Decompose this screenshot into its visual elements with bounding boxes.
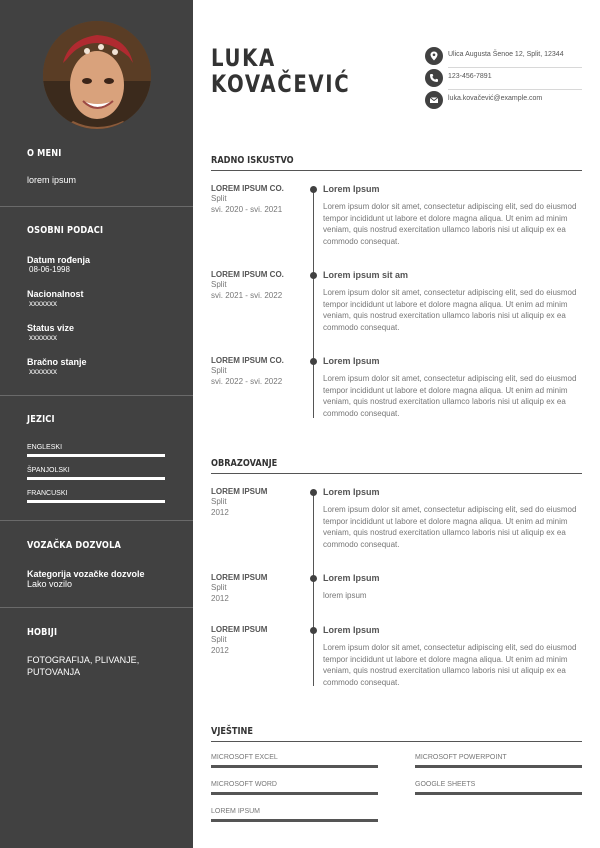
- driving-label: Kategorija vozačke dozvole: [27, 569, 145, 579]
- driving-value: Lako vozilo: [27, 579, 73, 589]
- personal-value: xxxxxxx: [29, 299, 57, 308]
- driving-item: [27, 569, 167, 589]
- entry-title: Lorem Ipsum: [323, 356, 380, 366]
- section-rule: [211, 170, 582, 171]
- entry-org: LOREM IPSUM: [211, 487, 268, 496]
- skill-name: GOOGLE SHEETS: [415, 781, 476, 788]
- entry-description: Lorem ipsum dolor sit amet, consectetur adipiscing elit, sed do eiusmod tempor incididunt ut labore et dolore magna aliqua. Ut enim ad minim veniam, quis nostrud exercitation ullamco laboris nisi ut aliquip ex ea commodo consequat.: [323, 505, 577, 549]
- entry-year: 2012: [211, 508, 229, 517]
- entry-org: LOREM IPSUM CO.: [211, 356, 284, 365]
- timeline-dot: [310, 627, 317, 634]
- entry-meta: [211, 184, 306, 215]
- timeline-dot: [310, 358, 317, 365]
- skill-item: [211, 808, 378, 822]
- entry-body: [323, 184, 583, 247]
- entry-title: Lorem Ipsum: [323, 487, 380, 497]
- personal-value: 08-06-1998: [29, 265, 70, 274]
- languages-section: [27, 414, 167, 425]
- personal-item: [27, 323, 167, 342]
- timeline-dot: [310, 489, 317, 496]
- skill-level-bar: [211, 819, 378, 822]
- skill-item: [211, 781, 378, 795]
- entry-period: svi. 2022 - svi. 2022: [211, 377, 283, 386]
- entry-title: Lorem Ipsum: [323, 573, 380, 583]
- timeline-dot: [310, 186, 317, 193]
- entry-period: svi. 2020 - svi. 2021: [211, 205, 283, 214]
- entry-city: Split: [211, 497, 227, 506]
- language-level-bar: [27, 500, 165, 503]
- email-text: luka.kovačević@example.com: [448, 95, 543, 102]
- language-name: ŠPANJOLSKI: [27, 467, 70, 474]
- entry-city: Split: [211, 280, 227, 289]
- about-title: O MENI: [27, 148, 62, 159]
- entry-description: lorem ipsum: [323, 591, 367, 600]
- sidebar-divider: [0, 395, 193, 396]
- hobbies-title: HOBIJI: [27, 627, 58, 638]
- hobbies-section: [27, 627, 167, 678]
- timeline-line: [313, 188, 314, 418]
- language-name: ENGLESKI: [27, 444, 63, 451]
- entry-year: 2012: [211, 646, 229, 655]
- skill-name: MICROSOFT POWERPOINT: [415, 754, 507, 761]
- driving-section: [27, 540, 167, 551]
- entry-body: [323, 356, 583, 419]
- personal-label: Status vize: [27, 323, 75, 333]
- personal-label: Bračno stanje: [27, 357, 87, 367]
- entry-description: Lorem ipsum dolor sit amet, consectetur adipiscing elit, sed do eiusmod tempor incididunt ut labore et dolore magna aliqua. Ut enim ad minim veniam, quis nostrud exercitation ullamco laboris nisi ut aliquip ex ea commodo consequat.: [323, 643, 577, 687]
- about-text: lorem ipsum: [27, 175, 77, 185]
- experience-title: RADNO ISKUSTVO: [211, 155, 294, 166]
- entry-description: Lorem ipsum dolor sit amet, consectetur adipiscing elit, sed do eiusmod tempor incididunt ut labore et dolore magna aliqua. Ut enim ad minim veniam, quis nostrud exercitation ullamco laboris nisi ut aliquip ex ea commodo consequat.: [323, 202, 577, 246]
- entry-period: svi. 2021 - svi. 2022: [211, 291, 283, 300]
- entry-body: [323, 625, 583, 688]
- entry-city: Split: [211, 366, 227, 375]
- personal-section: [27, 225, 167, 236]
- entry-description: Lorem ipsum dolor sit amet, consectetur adipiscing elit, sed do eiusmod tempor incididunt ut labore et dolore magna aliqua. Ut enim ad minim veniam, quis nostrud exercitation ullamco laboris nisi ut aliquip ex ea commodo consequat.: [323, 374, 577, 418]
- skill-item: [211, 754, 378, 768]
- sidebar-divider: [0, 206, 193, 207]
- about-section: [27, 148, 167, 185]
- section-rule: [211, 473, 582, 474]
- entry-body: [323, 487, 583, 550]
- skill-name: MICROSOFT EXCEL: [211, 754, 278, 761]
- language-item: [27, 490, 165, 503]
- entry-city: Split: [211, 583, 227, 592]
- skill-level-bar: [211, 792, 378, 795]
- language-level-bar: [27, 454, 165, 457]
- entry-description: Lorem ipsum dolor sit amet, consectetur adipiscing elit, sed do eiusmod tempor incididunt ut labore et dolore magna aliqua. Ut enim ad minim veniam, quis nostrud exercitation ullamco laboris nisi ut aliquip ex ea commodo consequat.: [323, 288, 577, 332]
- last-name: KOVAČEVIĆ: [211, 70, 351, 98]
- driving-title: VOZAČKA DOZVOLA: [27, 540, 121, 551]
- first-name: LUKA: [211, 44, 276, 72]
- personal-value: xxxxxxx: [29, 333, 57, 342]
- education-title: OBRAZOVANJE: [211, 458, 278, 469]
- full-name: [211, 45, 350, 97]
- personal-title: OSOBNI PODACI: [27, 225, 104, 236]
- contact-address: [425, 46, 582, 68]
- skills-title: VJEŠTINE: [211, 726, 254, 737]
- profile-photo: [43, 21, 151, 129]
- language-item: [27, 467, 165, 480]
- entry-title: Lorem Ipsum: [323, 625, 380, 635]
- skill-item: [415, 781, 582, 795]
- sidebar-divider: [0, 607, 193, 608]
- email-icon: [425, 91, 443, 109]
- entry-body: [323, 573, 583, 602]
- entry-meta: [211, 487, 306, 518]
- personal-label: Nacionalnost: [27, 289, 84, 299]
- skill-level-bar: [415, 765, 582, 768]
- hobbies-text: FOTOGRAFIJA, PLIVANJE, PUTOVANJA: [27, 655, 140, 677]
- language-level-bar: [27, 477, 165, 480]
- skill-level-bar: [211, 765, 378, 768]
- personal-value: xxxxxxx: [29, 367, 57, 376]
- timeline-dot: [310, 272, 317, 279]
- entry-meta: [211, 573, 306, 604]
- entry-org: LOREM IPSUM: [211, 573, 268, 582]
- contact-phone: [425, 68, 582, 90]
- language-name: FRANCUSKI: [27, 490, 68, 497]
- language-item: [27, 444, 165, 457]
- entry-org: LOREM IPSUM CO.: [211, 184, 284, 193]
- contact-email: [425, 90, 582, 112]
- portrait-image: [43, 21, 151, 129]
- entry-city: Split: [211, 635, 227, 644]
- entry-body: [323, 270, 583, 333]
- entry-org: LOREM IPSUM: [211, 625, 268, 634]
- timeline-line: [313, 491, 314, 686]
- skill-level-bar: [415, 792, 582, 795]
- personal-item: [27, 255, 167, 274]
- entry-year: 2012: [211, 594, 229, 603]
- phone-text: 123-456-7891: [448, 73, 492, 80]
- skill-name: MICROSOFT WORD: [211, 781, 277, 788]
- entry-org: LOREM IPSUM CO.: [211, 270, 284, 279]
- personal-label: Datum rođenja: [27, 255, 91, 265]
- address-text: Ulica Augusta Šenoe 12, Split, 12344: [448, 51, 564, 58]
- personal-item: [27, 357, 167, 376]
- entry-meta: [211, 356, 306, 387]
- entry-city: Split: [211, 194, 227, 203]
- timeline-dot: [310, 575, 317, 582]
- section-rule: [211, 741, 582, 742]
- skill-item: [415, 754, 582, 768]
- sidebar-divider: [0, 520, 193, 521]
- skill-name: LOREM IPSUM: [211, 808, 261, 815]
- sidebar: [0, 0, 193, 848]
- languages-title: JEZICI: [27, 414, 55, 425]
- entry-meta: [211, 625, 306, 656]
- personal-item: [27, 289, 167, 308]
- entry-meta: [211, 270, 306, 301]
- entry-title: Lorem Ipsum: [323, 184, 380, 194]
- entry-title: Lorem ipsum sit am: [323, 270, 409, 280]
- phone-icon: [425, 69, 443, 87]
- location-pin-icon: [425, 47, 443, 65]
